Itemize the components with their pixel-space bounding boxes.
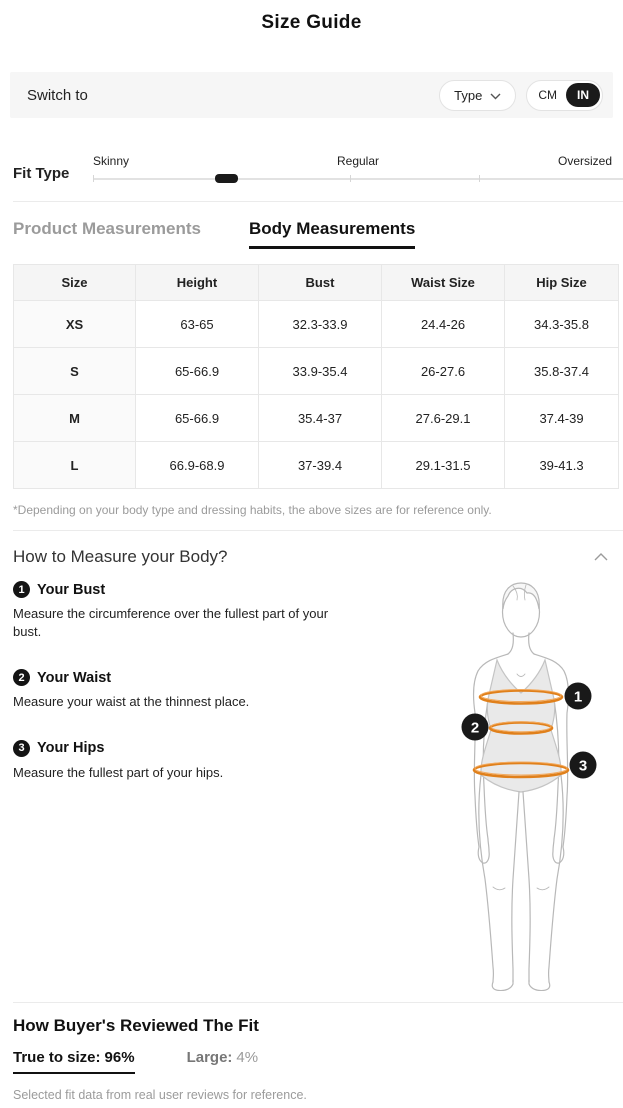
number-badge-3: 3 — [13, 740, 30, 757]
cell-waist: 26-27.6 — [382, 348, 505, 395]
divider — [13, 530, 623, 531]
fit-stat-true-to-size[interactable] — [13, 1049, 135, 1074]
body-measurement-diagram — [433, 581, 613, 991]
unit-toggle[interactable] — [526, 80, 603, 111]
col-header-size: Size — [14, 265, 136, 301]
fit-option-skinny: Skinny — [93, 154, 130, 168]
col-header-hip: Hip Size — [505, 265, 619, 301]
fit-stat-value: 4% — [236, 1049, 259, 1066]
switch-bar — [10, 72, 613, 118]
divider — [13, 201, 623, 202]
number-badge-2: 2 — [13, 669, 30, 686]
unit-option-cm[interactable]: CM — [538, 88, 557, 102]
cell-waist: 27.6-29.1 — [382, 395, 505, 442]
fit-stat-value: 96% — [104, 1049, 135, 1066]
cell-height: 66.9-68.9 — [136, 442, 259, 489]
cell-height: 63-65 — [136, 301, 259, 348]
type-dropdown-label: Type — [454, 87, 483, 103]
buyers-note: Selected fit data from real user reviews for reference. — [13, 1088, 307, 1102]
measure-item-title: Your Hips — [37, 740, 105, 757]
chevron-down-icon — [490, 88, 501, 103]
buyers-fit-heading: How Buyer's Reviewed The Fit — [13, 1016, 259, 1035]
slider-tick — [93, 175, 94, 182]
measure-section-title: How to Measure your Body? — [13, 547, 228, 566]
diagram-marker-1-label: 1 — [573, 688, 583, 706]
measure-item-title: Your Waist — [37, 669, 112, 686]
fit-stat-label: True to size: — [13, 1049, 101, 1066]
chevron-up-icon[interactable] — [594, 553, 608, 561]
measure-item-head — [13, 669, 353, 686]
col-header-height: Height — [136, 265, 259, 301]
size-disclaimer: *Depending on your body type and dressing habits, the above sizes are for reference only. — [13, 503, 492, 517]
measure-item-title: Your Bust — [37, 581, 106, 598]
slider-track — [93, 178, 623, 180]
fit-option-oversized: Oversized — [558, 154, 613, 168]
cell-size: L — [14, 442, 136, 489]
table-row — [14, 395, 619, 442]
fit-type-row — [13, 154, 623, 186]
buyers-fit-section — [13, 1016, 610, 1102]
measure-item-hips — [13, 740, 353, 782]
cell-bust: 35.4-37 — [259, 395, 382, 442]
cell-bust: 37-39.4 — [259, 442, 382, 489]
size-table — [13, 264, 619, 489]
tab-product-measurements[interactable]: Product Measurements — [13, 219, 201, 238]
switch-controls — [439, 80, 603, 111]
fit-stats-row — [13, 1049, 610, 1074]
fit-stat-label: Large: — [186, 1049, 233, 1066]
table-row — [14, 301, 619, 348]
fit-type-slider[interactable] — [93, 154, 623, 186]
switch-to-label: Switch to — [27, 86, 88, 104]
fit-option-regular: Regular — [336, 154, 380, 168]
slider-handle[interactable] — [215, 174, 238, 183]
cell-bust: 33.9-35.4 — [259, 348, 382, 395]
measure-item-head — [13, 581, 353, 598]
diagram-marker-3-label: 3 — [578, 757, 588, 775]
cell-waist: 24.4-26 — [382, 301, 505, 348]
cell-size: XS — [14, 301, 136, 348]
measure-item-bust — [13, 581, 353, 640]
col-header-waist: Waist Size — [382, 265, 505, 301]
cell-hip: 35.8-37.4 — [505, 348, 619, 395]
table-row — [14, 442, 619, 489]
fit-stat-large[interactable] — [187, 1049, 259, 1066]
measurement-tabs — [13, 219, 623, 249]
measure-section-body — [13, 581, 623, 1002]
col-header-bust: Bust — [259, 265, 382, 301]
cell-height: 65-66.9 — [136, 395, 259, 442]
divider — [13, 1002, 623, 1003]
cell-height: 65-66.9 — [136, 348, 259, 395]
fit-type-label: Fit Type — [13, 165, 70, 182]
measure-item-waist — [13, 669, 353, 711]
measure-item-text: Measure the fullest part of your hips. — [13, 764, 224, 780]
measure-item-text: Measure the circumference over the fullest part of your bust. — [13, 606, 329, 639]
measure-item-text: Measure your waist at the thinnest place. — [13, 694, 250, 710]
page-title: Size Guide — [261, 12, 362, 33]
cell-hip: 37.4-39 — [505, 395, 619, 442]
cell-bust: 32.3-33.9 — [259, 301, 382, 348]
measure-section-header — [13, 547, 610, 567]
slider-tick — [350, 175, 351, 182]
table-row — [14, 348, 619, 395]
cell-hip: 39-41.3 — [505, 442, 619, 489]
measure-item-head — [13, 740, 353, 757]
cell-size: M — [14, 395, 136, 442]
cell-hip: 34.3-35.8 — [505, 301, 619, 348]
tab-body-measurements[interactable]: Body Measurements — [249, 219, 415, 249]
cell-size: S — [14, 348, 136, 395]
type-dropdown-button[interactable] — [439, 80, 516, 111]
diagram-marker-2-label: 2 — [470, 719, 480, 737]
slider-tick — [479, 175, 480, 182]
unit-option-in[interactable]: IN — [566, 83, 600, 107]
table-header-row — [14, 265, 619, 301]
cell-waist: 29.1-31.5 — [382, 442, 505, 489]
number-badge-1: 1 — [13, 581, 30, 598]
